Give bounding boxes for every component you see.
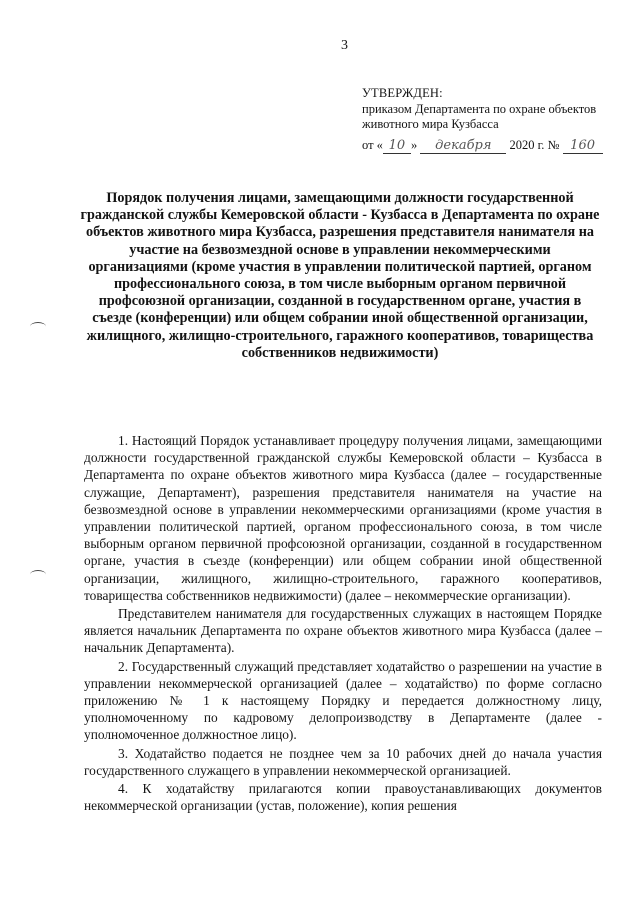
document-body <box>84 432 602 815</box>
scan-mark <box>30 322 46 331</box>
date-day: 10 <box>383 138 411 154</box>
approval-date-line <box>362 138 603 154</box>
approval-line-1: приказом Департамента по охране объектов <box>362 101 597 116</box>
date-year: 2020 г. № <box>509 138 560 152</box>
approval-heading: УТВЕРЖДЕН: <box>362 86 443 100</box>
date-month: декабря <box>420 138 506 154</box>
paragraph-1: 1. Настоящий Порядок устанавливает процедуру получения лицами, замещающими должности государственной гражданской службы Кемеровской области – Кузбасса в Департамента по охране объектов животного мира Кузбасса (далее – государственные служащие, Департамент), разрешения представителя нанимателя на участие на безвозмездной основе в управлении некоммерческими организациями (кроме участия в управлении политической партией, органом профессионального союза, в том числе выборным органом первичной профсоюзной организации, созданной в государственном органе, участия в съезде (конференции) или общем собрании иной общественной организации, жилищного, жилищно-строительного, гаражного кооперативов, товарищества собственников недвижимости) (далее – некоммерческие организации). <box>84 433 602 603</box>
document-title: Порядок получения лицами, замещающими должности государственной гражданской службы Кемеровской области - Кузбасса в Департамента по охране объектов животного мира Кузбасса, разрешения представителя нанимателя на участие на безвозмездной основе в управлении некоммерческими организациями (кроме участия в управлении политической партией, органом профессионального союза, в том числе выборным органом первичной профсоюзной организации, созданной в государственном органе, участия в съезде (конференции) или общем собрании иной общественной организации, жилищного, жилищно-строительного, гаражного кооперативов, товарищества собственников недвижимости) <box>80 190 600 361</box>
paragraph-4: 3. Ходатайство подается не позднее чем за 10 рабочих дней до начала участия государственного служащего в управлении некоммерческой организацией. <box>84 745 602 778</box>
date-mid: » <box>410 138 418 152</box>
page-number: 3 <box>341 38 348 53</box>
paragraph-3: 2. Государственный служащий представляет ходатайство о разрешении на участие в управлении некоммерческой организацией (далее – ходатайство) по форме согласно приложению № 1 к настоящему Порядку и передается должностному лицу, уполномоченному по кадровому делопроизводству в Департаменте (далее - уполномоченное должностное лицо). <box>84 658 602 743</box>
scan-mark <box>30 570 46 579</box>
paragraph-2: Представителем нанимателя для государственных служащих в настоящем Порядке является начальник Департамента по охране объектов животного мира Кузбасса (далее – начальник Департамента). <box>84 606 602 656</box>
order-number: 160 <box>563 138 603 154</box>
approval-block <box>362 86 622 133</box>
approval-line-2: животного мира Кузбасса <box>362 117 499 131</box>
date-prefix: от « <box>362 138 383 152</box>
paragraph-5: 4. К ходатайству прилагаются копии правоустанавливающих документов некоммерческой организации (устав, положение), копия решения <box>84 781 602 814</box>
